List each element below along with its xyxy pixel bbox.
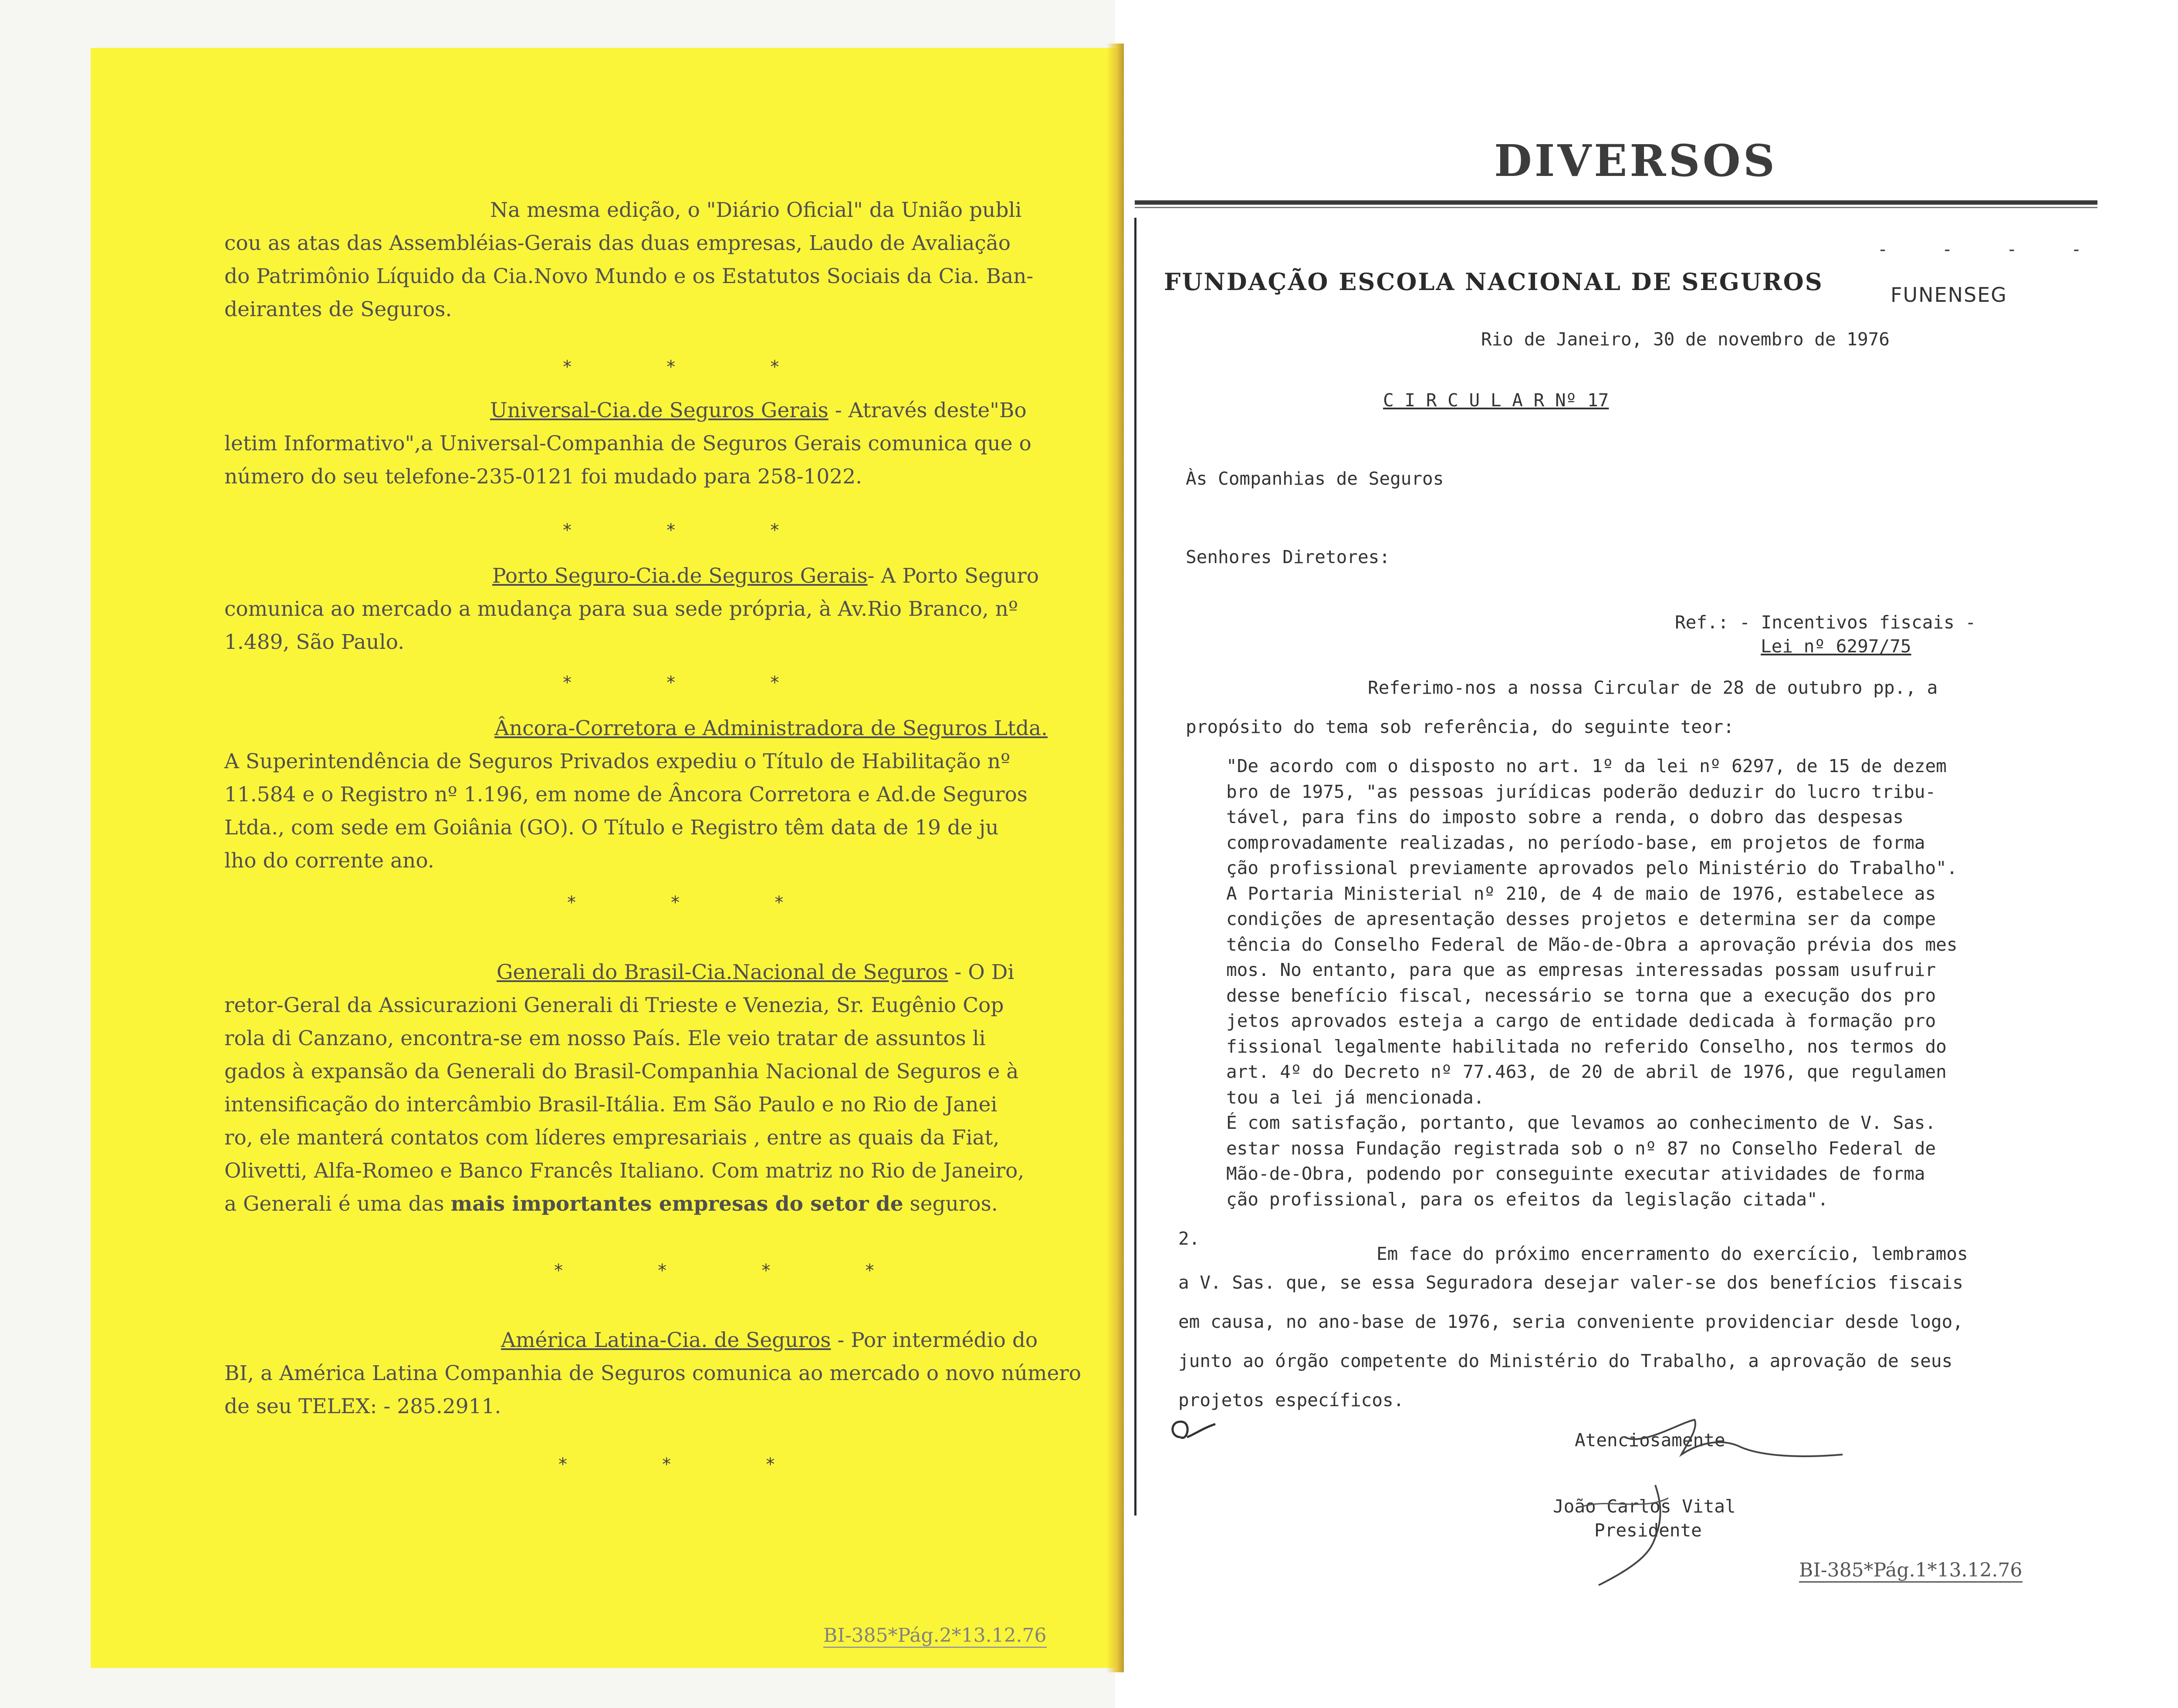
header-rule xyxy=(1135,200,2097,205)
body-line: a V. Sas. que, se essa Seguradora desejar valer-se dos benefícios fiscais xyxy=(1178,1272,1963,1293)
quote-line: tável, para fins do imposto sobre a renda, o dobro das despesas xyxy=(1226,807,1904,827)
body-line: projetos específicos. xyxy=(1178,1390,1404,1411)
item-number: 2. xyxy=(1178,1228,1200,1249)
text-line: 1.489, São Paulo. xyxy=(224,630,405,654)
quote-line: "De acordo com o disposto no art. 1º da lei nº 6297, de 15 de dezem xyxy=(1226,756,1947,776)
text-line: comunica ao mercado a mudança para sua sede própria, à Av.Rio Branco, nº xyxy=(224,597,1018,621)
text-fragment: - O Di xyxy=(948,960,1015,984)
quote-line: bro de 1975, "as pessoas jurídicas poderão deduzir do lucro tribu- xyxy=(1226,781,1936,802)
text-line: do Patrimônio Líquido da Cia.Novo Mundo e os Estatutos Sociais da Cia. Ban- xyxy=(224,264,1034,288)
company-title: Universal-Cia.de Seguros Gerais xyxy=(490,398,829,422)
text-line: número do seu telefone-235-0121 foi mudado para 258-1022. xyxy=(224,465,862,489)
text-line: letim Informativo",a Universal-Companhia de Seguros Gerais comunica que o xyxy=(224,432,1032,456)
emphasis-text: mais importantes empresas do setor de xyxy=(450,1192,903,1216)
quote-line: É com satisfação, portanto, que levamos ao conhecimento de V. Sas. xyxy=(1226,1112,1936,1133)
handwritten-initial xyxy=(1167,1411,1220,1450)
left-paragraph-diario-oficial xyxy=(224,194,1048,326)
text-fragment: - Através deste"Bo xyxy=(828,398,1027,422)
text-line: rola di Canzano, encontra-se em nosso País. Ele veio tratar de assuntos li xyxy=(224,1026,986,1050)
text-line: intensificação do intercâmbio Brasil-Itália. Em São Paulo e no Rio de Janei xyxy=(224,1093,998,1117)
quote-line: estar nossa Fundação registrada sob o nº 87 no Conselho Federal de xyxy=(1226,1138,1936,1159)
quote-line: A Portaria Ministerial nº 210, de 4 de maio de 1976, estabelece as xyxy=(1226,883,1936,904)
quote-line: tência do Conselho Federal de Mão-de-Obra a aprovação prévia dos mes xyxy=(1226,934,1958,955)
separator-stars: * * * xyxy=(562,357,822,377)
text-fragment: - A Porto Seguro xyxy=(867,564,1039,588)
header-rule-thin xyxy=(1135,207,2097,208)
left-paragraph-generali xyxy=(224,956,1048,1221)
left-paragraph-america-latina xyxy=(224,1324,1082,1423)
separator-stars: * * * xyxy=(558,1455,817,1475)
intro-line: propósito do tema sob referência, do seguinte teor: xyxy=(1186,716,1734,737)
text-line: retor-Geral da Assicurazioni Generali di Trieste e Venezia, Sr. Eugênio Cop xyxy=(224,993,1004,1017)
text-fragment: - Por intermédio do xyxy=(831,1328,1038,1352)
page-fold-shadow xyxy=(1106,44,1124,1672)
quote-line: mos. No entanto, para que as empresas interessadas possam usufruir xyxy=(1226,959,1936,980)
separator-stars: * * * xyxy=(562,673,822,693)
quote-line: comprovadamente realizadas, no período-base, em projetos de forma xyxy=(1226,832,1925,853)
salutation: Senhores Diretores: xyxy=(1186,547,1390,567)
body-line: Em face do próximo encerramento do exercício, lembramos xyxy=(1376,1243,1968,1264)
quote-line: tou a lei já mencionada. xyxy=(1226,1087,1485,1108)
company-title: Generali do Brasil-Cia.Nacional de Seguros xyxy=(497,960,948,984)
text-line: BI, a América Latina Companhia de Seguros comunica ao mercado o novo número xyxy=(224,1361,1082,1385)
quoted-circular-text xyxy=(1226,753,1962,1212)
company-title: América Latina-Cia. de Seguros xyxy=(501,1328,831,1352)
text-line: Na mesma edição, o "Diário Oficial" da União publi xyxy=(490,198,1022,222)
signer-title: Presidente xyxy=(1594,1520,1702,1541)
left-paragraph-ancora xyxy=(224,712,1048,878)
quote-line: jetos aprovados esteja a cargo de entidade dedicada à formação pro xyxy=(1226,1010,1936,1031)
separator-stars: * * * * xyxy=(553,1261,917,1281)
separator-stars: * * * xyxy=(562,520,822,540)
text-line: gados à expansão da Generali do Brasil-Companhia Nacional de Seguros e à xyxy=(224,1060,1019,1084)
org-name: FUNDAÇÃO ESCOLA NACIONAL DE SEGUROS xyxy=(1164,268,1823,296)
page-fold-line xyxy=(1134,218,1136,1516)
separator-stars: * * * xyxy=(566,893,826,913)
reference-law: Lei nº 6297/75 xyxy=(1761,636,1911,657)
quote-line: ção profissional, para os efeitos da legislação citada". xyxy=(1226,1188,1829,1210)
text-line: Ltda., com sede em Goiânia (GO). O Título e Registro têm data de 19 de ju xyxy=(224,816,999,840)
quote-line: desse benefício fiscal, necessário se torna que a execução dos pro xyxy=(1226,985,1936,1006)
logo-dashes: - - - - xyxy=(1877,240,2104,260)
body-line: em causa, no ano-base de 1976, seria conveniente providenciar desde logo, xyxy=(1178,1311,1963,1332)
body-line: junto ao órgão competente do Ministério do Trabalho, a aprovação de seus xyxy=(1178,1350,1953,1371)
quote-line: art. 4º do Decreto nº 77.463, de 20 de abril de 1976, que regulamen xyxy=(1226,1061,1947,1082)
circular-number: C I R C U L A R Nº 17 xyxy=(1383,390,1609,411)
signer-name: João Carlos Vital xyxy=(1553,1496,1736,1517)
text-line: A Superintendência de Seguros Privados expediu o Título de Habilitação nº xyxy=(224,749,1011,773)
section-title: DIVERSOS xyxy=(1494,135,1777,186)
quote-line: ção profissional previamente aprovados pelo Ministério do Trabalho". xyxy=(1226,857,1958,878)
intro-line: Referimo-nos a nossa Circular de 28 de outubro pp., a xyxy=(1368,677,1938,698)
text-line: ro, ele manterá contatos com líderes empresariais , entre as quais da Fiat, xyxy=(224,1126,1000,1150)
text-line: cou as atas das Assembléias-Gerais das duas empresas, Laudo de Avaliação xyxy=(224,231,1011,255)
quote-line: fissional legalmente habilitada no referido Conselho, nos termos do xyxy=(1226,1036,1947,1057)
page-footer-right: BI-385*Pág.1*13.12.76 xyxy=(1799,1559,2022,1583)
quote-line: Mão-de-Obra, podendo por conseguinte executar atividades de forma xyxy=(1226,1163,1925,1184)
company-title: Porto Seguro-Cia.de Seguros Gerais xyxy=(492,564,868,588)
text-line: Olivetti, Alfa-Romeo e Banco Francês Italiano. Com matriz no Rio de Janeiro, xyxy=(224,1159,1025,1183)
org-acronym: FUNENSEG xyxy=(1891,283,2007,307)
text-fragment: seguros. xyxy=(903,1192,998,1216)
date-line: Rio de Janeiro, 30 de novembro de 1976 xyxy=(1481,329,1890,350)
left-paragraph-porto-seguro xyxy=(224,560,1048,659)
text-line: de seu TELEX: - 285.2911. xyxy=(224,1394,501,1418)
page-footer-left: BI-385*Pág.2*13.12.76 xyxy=(823,1624,1047,1648)
text-line: deirantes de Seguros. xyxy=(224,297,452,321)
closing: Atenciosamente xyxy=(1575,1430,1725,1451)
reference-line: Ref.: - Incentivos fiscais - xyxy=(1675,612,1976,633)
quote-line: condições de apresentação desses projetos e determina ser da compe xyxy=(1226,908,1936,929)
recipient-line: Às Companhias de Seguros xyxy=(1186,468,1444,489)
company-title: Âncora-Corretora e Administradora de Seguros Ltda. xyxy=(494,716,1048,740)
text-fragment: a Generali é uma das xyxy=(224,1192,451,1216)
left-paragraph-universal xyxy=(224,394,1048,493)
text-line: 11.584 e o Registro nº 1.196, em nome de Âncora Corretora e Ad.de Seguros xyxy=(224,783,1028,807)
text-line: lho do corrente ano. xyxy=(224,849,434,873)
body-paragraph xyxy=(1178,1263,1971,1420)
